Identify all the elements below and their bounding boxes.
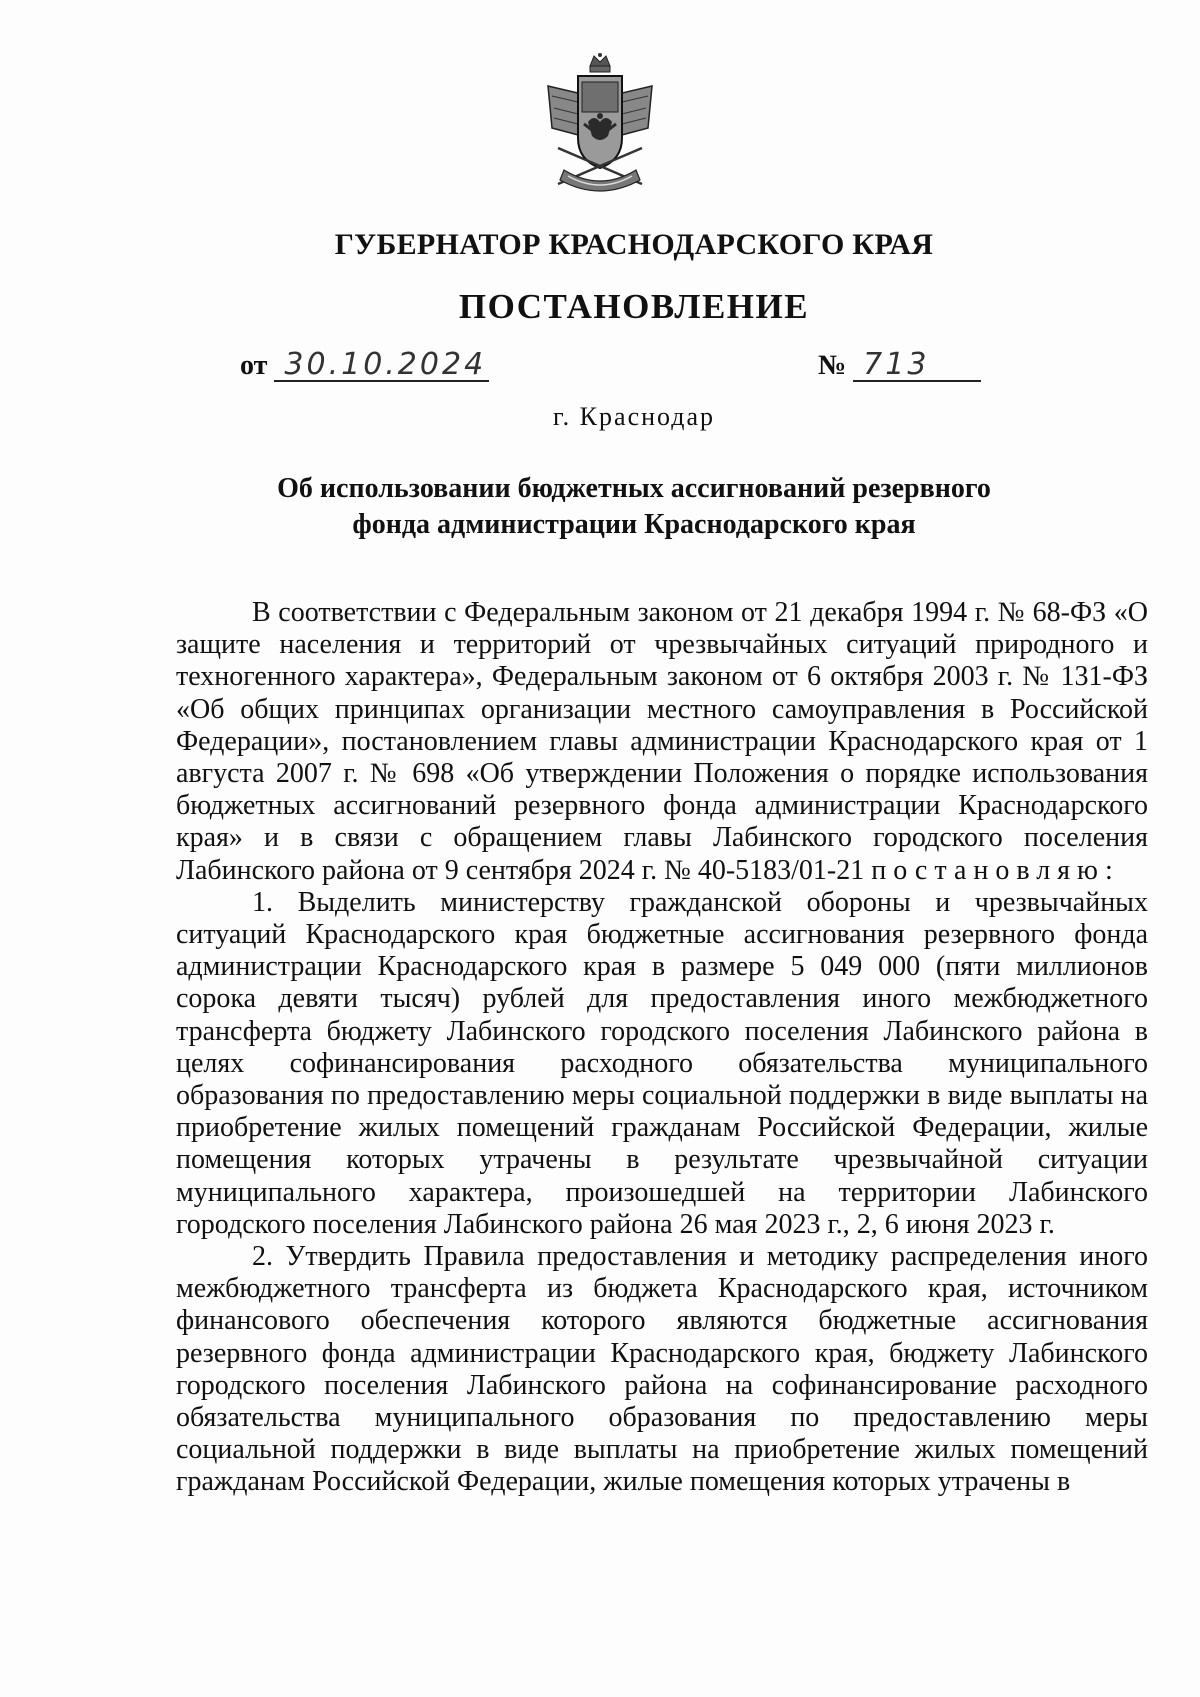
document-body bbox=[176, 597, 1148, 1499]
document-date-row bbox=[240, 347, 489, 382]
subject-line-1: Об использовании бюджетных ассигнований резервного bbox=[277, 473, 991, 504]
preamble-paragraph bbox=[176, 597, 1148, 887]
document-type-title: ПОСТАНОВЛЕНИЕ bbox=[458, 287, 810, 326]
number-prefix: № bbox=[818, 350, 847, 381]
item-2-paragraph: 2. Утвердить Правила предоставления и методику распределения иного межбюджетного трансферта из бюджета Краснодарского края, источником финансового обеспечения которого являются бюджетные ассигнования резервного фонда администрации Краснодарского края, бюджету Лабинского городского поселения Лабинского района на софинансирование расходного обязательства муниципального образования по предоставлению меры социальной поддержки в виде выплаты на приобретение жилых помещений гражданам Российской Федерации, жилые помещения которых утрачены в bbox=[176, 1241, 1148, 1498]
document-number-row bbox=[818, 347, 981, 382]
date-prefix: от bbox=[240, 350, 268, 381]
issue-city: г. Краснодар bbox=[552, 402, 716, 431]
krasnodar-coat-of-arms-icon bbox=[538, 52, 662, 204]
preamble-text: В соответствии с Федеральным законом от 21 декабря 1994 г. № 68-ФЗ «О защите населения и территорий от чрезвычайных ситуаций природного и техногенного характера», Федеральным законом от 6 октября 2003 г. № 131-ФЗ «Об общих принципах организации местного самоуправления в Российской Федерации», постановлением главы администрации Краснодарского края от 1 августа 2007 г. № 698 «Об утверждении Положения о порядке использования бюджетных ассигнований резервного фонда администрации Краснодарского края» и в связи с обращением главы Лабинского городского поселения Лабинского района от 9 сентября 2024 г. № 40-5183/01-21 bbox=[176, 597, 1148, 886]
issuing-authority: ГУБЕРНАТОР КРАСНОДАРСКОГО КРАЯ bbox=[334, 228, 934, 261]
item-1-paragraph: 1. Выделить министерству гражданской обороны и чрезвычайных ситуаций Краснодарского края бюджетные ассигнования резервного фонда администрации Краснодарского края в размере 5 049 000 (пяти миллионов сорока девяти тысяч) рублей для предоставления иного межбюджетного трансферта бюджету Лабинского городского поселения Лабинского района в целях софинансирования расходного обязательства муниципального образования по предоставлению меры социальной поддержки в виде выплаты на приобретение жилых помещений гражданам Российской Федерации, жилые помещения которых утрачены в результате чрезвычайной ситуации муниципального характера, произошедшей на территории Лабинского городского поселения Лабинского района 26 мая 2023 г., 2, 6 июня 2023 г. bbox=[176, 886, 1148, 1240]
document-subject bbox=[0, 471, 1200, 543]
document-number: 713 bbox=[853, 350, 981, 382]
subject-line-2: фонда администрации Краснодарского края bbox=[352, 509, 916, 540]
document-date: 30.10.2024 bbox=[274, 350, 489, 382]
resolve-word: постановляю: bbox=[871, 854, 1120, 886]
